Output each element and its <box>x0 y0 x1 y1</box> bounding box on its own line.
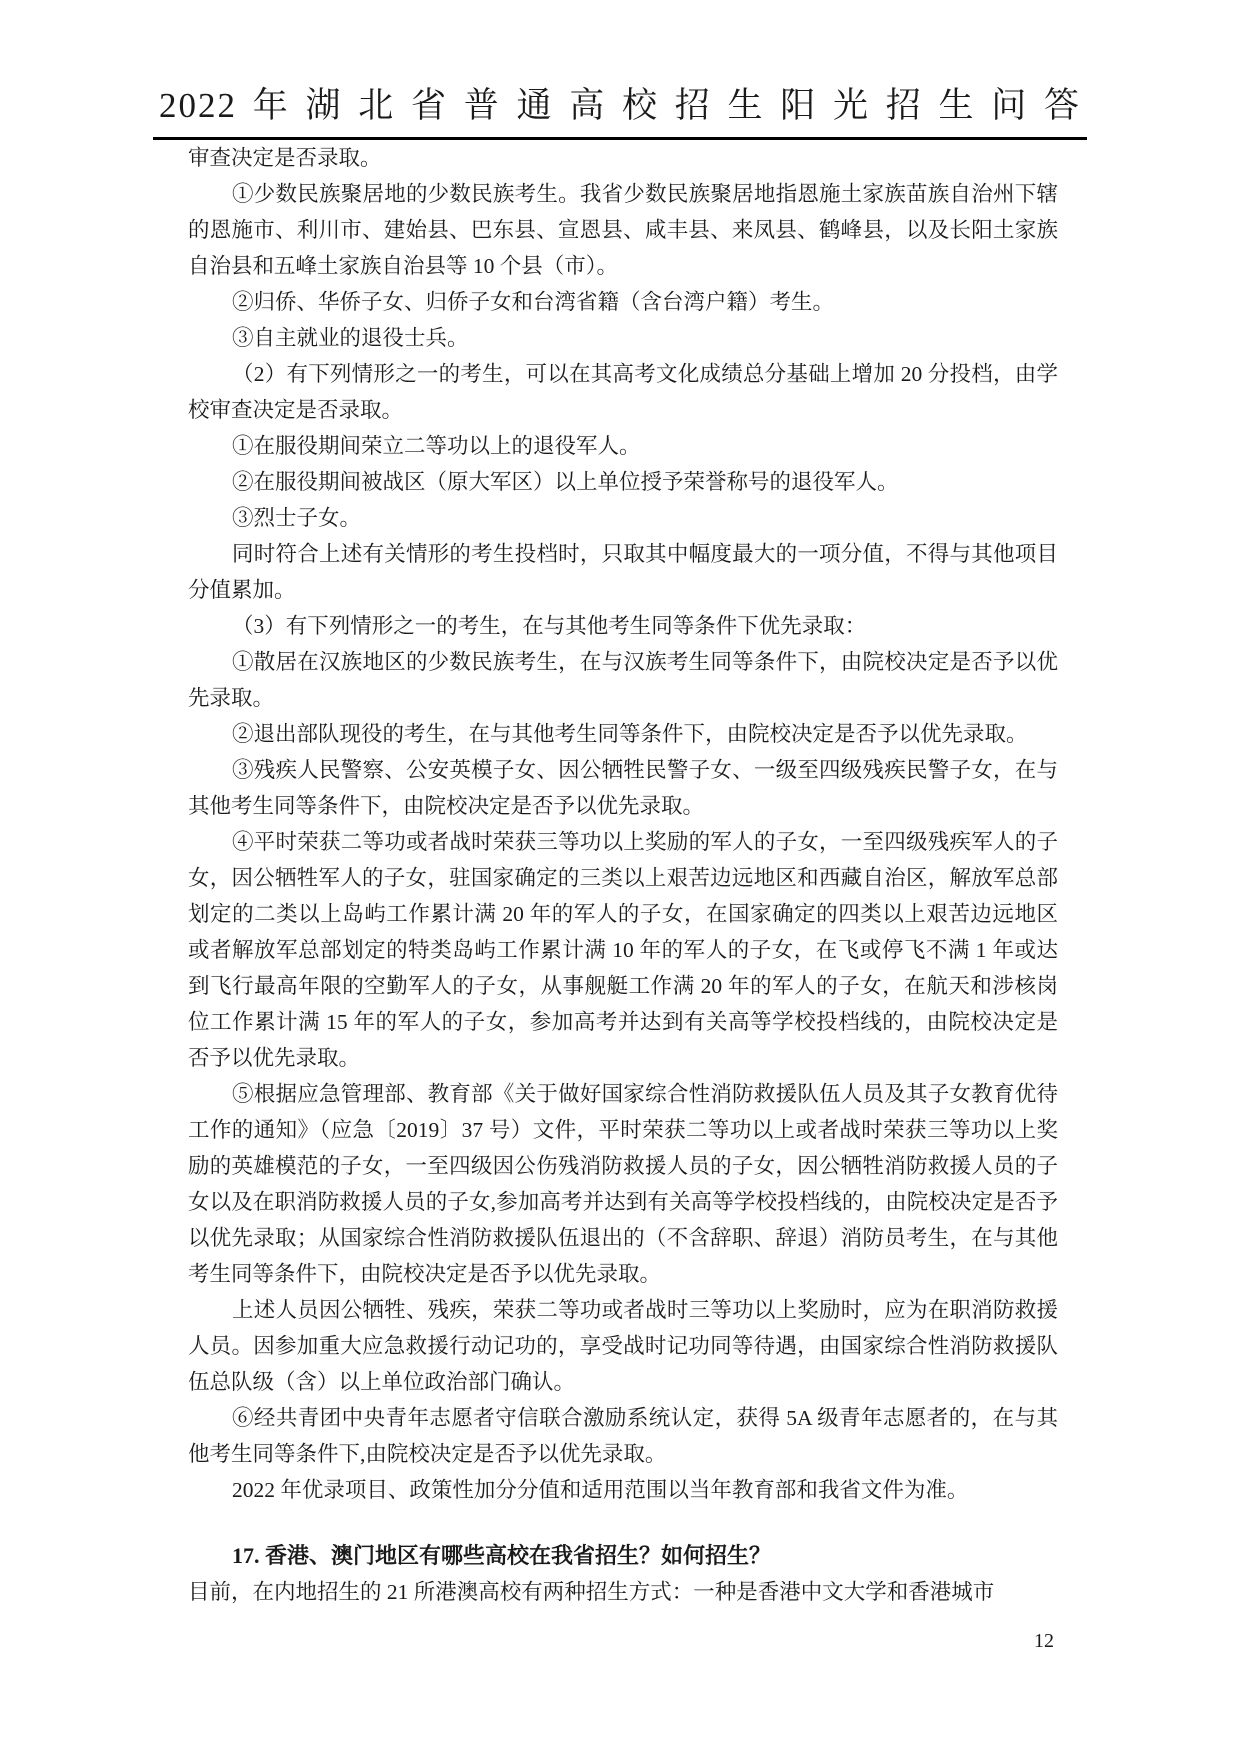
question-17-heading: 17. 香港、澳门地区有哪些高校在我省招生？如何招生？ <box>232 1543 772 1568</box>
paragraph: 2022 年优录项目、政策性加分分值和适用范围以当年教育部和我省文件为准。 <box>232 1478 969 1502</box>
paragraph: ①散居在汉族地区的少数民族考生，在与汉族考生同等条件下，由院校决定是否予以优先录取。 <box>188 650 1058 710</box>
paragraph: ④平时荣获二等功或者战时荣获三等功以上奖励的军人的子女，一至四级残疾军人的子女，因公牺牲军人的子女，驻国家确定的三类以上艰苦边远地区和西藏自治区，解放军总部划定的二类以上岛屿工作累计满 20 年的军人的子女，在国家确定的四类以上艰苦边远地区或者解放军总部划定的特类岛屿工作累计满 10 年的军人的子女，在飞或停飞不满 1 年或达到飞行最高年限的空勤军人的子女，从事舰艇工作满 20 年的军人的子女，在航天和涉核岗位工作累计满 15 年的军人的子女，参加高考并达到有关高等学校投档线的，由院校决定是否予以优先录取。 <box>188 830 1058 1070</box>
paragraph: （3）有下列情形之一的考生，在与其他考生同等条件下优先录取： <box>232 614 867 638</box>
document-title: 2022 年 湖 北 省 普 通 高 校 招 生 阳 光 招 生 问 答 <box>153 78 1087 140</box>
paragraph: ⑥经共青团中央青年志愿者守信联合激励系统认定，获得 5A 级青年志愿者的，在与其他考生同等条件下,由院校决定是否予以优先录取。 <box>188 1406 1058 1466</box>
paragraph: ③自主就业的退役士兵。 <box>232 326 469 350</box>
paragraph: ②退出部队现役的考生，在与其他考生同等条件下，由院校决定是否予以优先录取。 <box>232 722 1028 746</box>
paragraph: ⑤根据应急管理部、教育部《关于做好国家综合性消防救援队伍人员及其子女教育优待工作的通知》（应急〔2019〕37 号）文件，平时荣获二等功以上或者战时荣获三等功以上奖励的英雄模范的子女，一至四级因公伤残消防救援人员的子女，因公牺牲消防救援人员的子女以及在职消防救援人员的子女,参加高考并达到有关高等学校投档线的，由院校决定是否予以优先录取；从国家综合性消防救援队伍退出的（不含辞职、辞退）消防员考生，在与其他考生同等条件下，由院校决定是否予以优先录取。 <box>188 1082 1058 1286</box>
paragraph: ①少数民族聚居地的少数民族考生。我省少数民族聚居地指恩施土家族苗族自治州下辖的恩施市、利川市、建始县、巴东县、宣恩县、咸丰县、来凤县、鹤峰县，以及长阳土家族自治县和五峰土家族自治县等 10 个县（市）。 <box>188 182 1058 278</box>
paragraph: ③烈士子女。 <box>232 506 362 530</box>
document-header <box>0 78 1240 140</box>
paragraph: （2）有下列情形之一的考生，可以在其高考文化成绩总分基础上增加 20 分投档，由学校审查决定是否录取。 <box>188 362 1058 422</box>
document-body <box>188 140 1058 1610</box>
paragraph: 同时符合上述有关情形的考生投档时，只取其中幅度最大的一项分值，不得与其他项目分值累加。 <box>188 542 1058 602</box>
paragraph: ③残疾人民警察、公安英模子女、因公牺牲民警子女、一级至四级残疾民警子女，在与其他考生同等条件下，由院校决定是否予以优先录取。 <box>188 758 1058 818</box>
paragraph: ②归侨、华侨子女、归侨子女和台湾省籍（含台湾户籍）考生。 <box>232 290 835 314</box>
page-number: 12 <box>1034 1630 1054 1652</box>
paragraph: ②在服役期间被战区（原大军区）以上单位授予荣誉称号的退役军人。 <box>232 470 899 494</box>
policy-paragraphs <box>188 140 1058 1508</box>
question-17-paragraph: 目前，在内地招生的 21 所港澳高校有两种招生方式：一种是香港中文大学和香港城市 <box>188 1580 995 1604</box>
paragraph: 审查决定是否录取。 <box>188 146 382 170</box>
paragraph: ①在服役期间荣立二等功以上的退役军人。 <box>232 434 641 458</box>
paragraph: 上述人员因公牺牲、残疾，荣获二等功或者战时三等功以上奖励时，应为在职消防救援人员。因参加重大应急救援行动记功的，享受战时记功同等待遇，由国家综合性消防救援队伍总队级（含）以上单位政治部门确认。 <box>188 1298 1058 1394</box>
